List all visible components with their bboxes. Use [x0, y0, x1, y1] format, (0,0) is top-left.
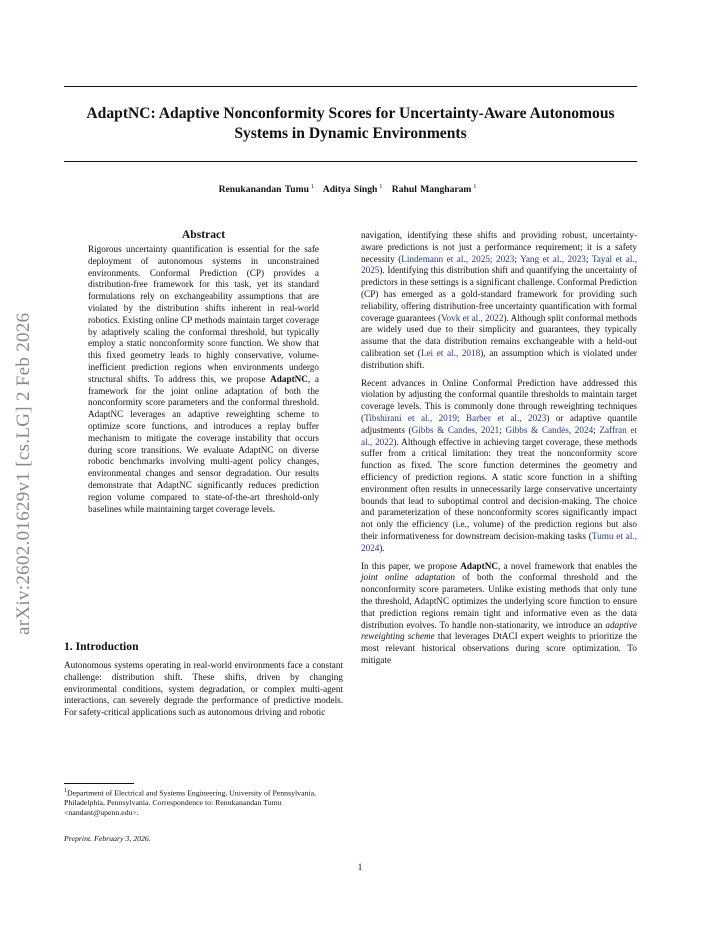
page-number: 1 [357, 862, 363, 872]
method-name: AdaptNC [460, 560, 498, 571]
preprint-date: Preprint. February 3, 2026. [64, 834, 151, 843]
footnote [64, 787, 343, 817]
citation-link[interactable]: Tumu et al., 2024 [361, 530, 637, 553]
author-list [64, 184, 637, 195]
paragraph: In this paper, we propose AdaptNC, a novel framework that enables the joint online adaptation of both the conformal threshold and the nonconformity score parameters. Unlike existing methods that only tune the threshold, AdaptNC optimizes the underlying score function to ensure that prediction regions remain tight and informative even as the data distribution evolves. To handle non-stationarity, we introduce an adaptive reweighting scheme that leverages DtACI expert weights to prioritize the most relevant historical observations during score optimization. To mitigate [361, 560, 638, 665]
emphasis: adaptive reweighting scheme [361, 619, 637, 642]
abstract-heading: Abstract [181, 228, 226, 241]
title-bottom-rule [64, 161, 637, 162]
arxiv-identifier: arXiv:2602.01629v1 [cs.LG] 2 Feb 2026 [13, 312, 34, 635]
citation-link[interactable]: Tayal et al., 2025 [361, 253, 637, 276]
author-name: Aditya Singh [322, 184, 378, 196]
citation-link[interactable]: Gibbs & Candès, 2024 [505, 424, 594, 435]
author-name: Rahul Mangharam [391, 184, 472, 196]
title-top-rule [64, 86, 637, 87]
footnote-mark: 1 [64, 788, 67, 794]
citation-link[interactable]: Gibbs & Candes, 2021 [411, 424, 500, 435]
citation-link[interactable]: Barber et al., 2023 [465, 412, 547, 423]
abstract-text-part: , a framework for the joint online adaptation of both the nonconformity score parameters and the conformal threshold. AdaptNC leverages an adaptive reweighting scheme to optimize score functions, and introduces a replay buffer mechanism to mitigate the coverage instability that occurs during score transitions. We evaluate AdaptNC on diverse robotic benchmarks involving multi-agent policy changes, environmental changes and sensor degradation. Our results demonstrate that AdaptNC significantly reduces prediction region volume compared to state-of-the-art threshold-only baselines while maintaining target coverage levels. [88, 373, 319, 514]
intro-paragraph-left: Autonomous systems operating in real-world environments face a constant challenge: distribution shift. These shifts, driven by changing environmental conditions, system degradation, or complex multi-agent interactions, can severely degrade the performance of predictive models. For safety-critical applications such as autonomous driving and robotic [64, 660, 343, 718]
title-line-1: AdaptNC: Adaptive Nonconformity Scores for Uncertainty-Aware Autonomous [86, 105, 615, 122]
author-affiliation-mark: 1 [473, 184, 477, 190]
citation-link[interactable]: Yang et al., 2023 [520, 253, 586, 264]
footnote-text: Department of Electrical and Systems Engineering, University of Pennsylvania, Philadelphia, Pennsylvania. Correspondence to: Renukanandan Tumu <nandant@upenn.edu>. [64, 788, 317, 817]
footnote-rule [64, 783, 134, 784]
abstract-text [88, 244, 319, 515]
title-line-2: Systems in Dynamic Environments [234, 125, 467, 142]
paragraph: navigation, identifying these shifts and providing robust, uncertainty-aware predictions is not just a performance requirement; it is a safety necessity (Lindemann et al., 2025; 2023; Yang et al., 2023; Tayal et al., 2025). Identifying this distribution shift and quantifying the uncertainty of predictors in these settings is a significant challenge. Conformal Prediction (CP) has emerged as a gold-standard framework for providing such reliability, offering distribution-free uncertainty quantification with formal coverage guarantees (Vovk et al., 2022). Although split conformal methods are widely used due to their simplicity and guarantees, they typically assume that the data distribution remains exchangeable with a held-out calibration set (Lei et al., 2018), an assumption which is violated under distribution shift. [361, 230, 637, 370]
section-heading: 1. Introduction [64, 640, 139, 653]
citation-link[interactable]: Zaffran et al., 2022 [361, 424, 637, 447]
citation-link[interactable]: Lei et al., 2018 [420, 347, 481, 358]
author-affiliation-mark: 1 [379, 184, 383, 190]
paper-title [64, 104, 637, 144]
right-column [361, 230, 637, 667]
abstract-text-part: Rigorous uncertainty quantification is essential for the safe deployment of autonomous systems in unconstrained environments. Conformal Prediction (CP) provides a distribution-free framework for this task, yet its standard formulations rely on exchangeability assumptions that are violated by the distribution shifts inherent in real-world robotics. Existing online CP methods maintain target coverage by adaptively scaling the conformal threshold, but typically employ a static nonconformity score function. We show that this fixed geometry leads to highly conservative, volume-inefficient prediction regions when environments undergo structural shifts. To address this, we propose [88, 244, 319, 384]
citation-link[interactable]: Tibshirani et al., 2019 [364, 412, 457, 423]
citation-link[interactable]: Vovk et al., 2022 [441, 312, 504, 323]
author-affiliation-mark: 1 [310, 184, 314, 190]
emphasis: joint online adaptation [361, 572, 456, 583]
author-name: Renukanandan Tumu [218, 184, 309, 196]
citation-link[interactable]: Lindemann et al., 2025; 2023 [401, 253, 515, 264]
method-name: AdaptNC [270, 373, 308, 384]
paragraph: Recent advances in Online Conformal Prediction have addressed this violation by adjusting the conformal quantile thresholds to maintain target coverage levels. This is commonly done through reweighting techniques (Tibshirani et al., 2019; Barber et al., 2023) or adaptive quantile adjustments (Gibbs & Candes, 2021; Gibbs & Candès, 2024; Zaffran et al., 2022). Although effective in achieving target coverage, these methods suffer from a critical limitation: they treat the nonconformity score function as fixed. The score function determines the geometry and efficiency of prediction regions. A static score function in a shifting environment often results in unnecessarily large conservative uncertainty bounds that lead to suboptimal control and decision-making. The choice and parameterization of these nonconformity scores significantly impact not only the efficiency (i.e., volume) of the prediction regions but also their informativeness for downstream decision-making tasks (Tumu et al., 2024). [361, 377, 637, 553]
